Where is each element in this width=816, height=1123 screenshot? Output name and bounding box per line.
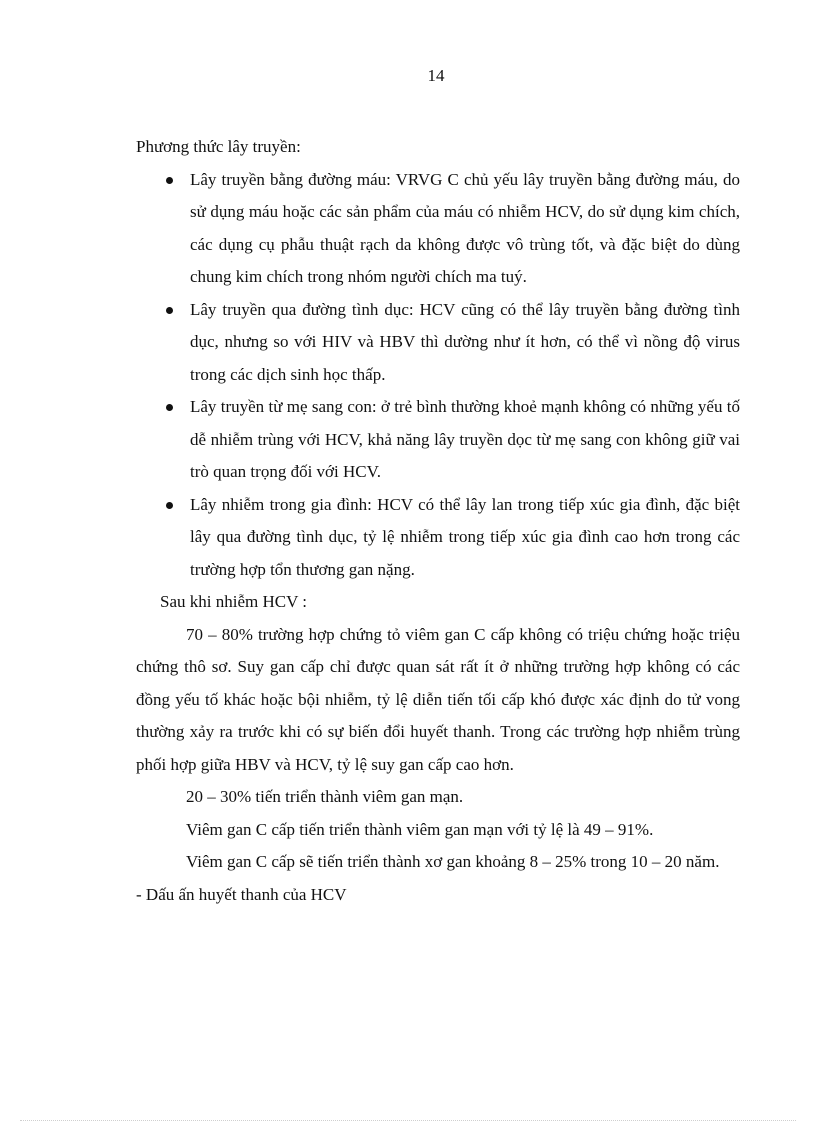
- list-item-text: Lây truyền từ mẹ sang con: ở trẻ bình thường khoẻ mạnh không có những yếu tố dễ nhiễm trùng với HCV, khả năng lây truyền dọc từ mẹ sang con không giữ vai trò quan trọng đối với HCV.: [190, 397, 740, 481]
- list-item-text: Lây truyền bằng đường máu: VRVG C chủ yếu lây truyền bằng đường máu, do sử dụng máu hoặc các sản phẩm của máu có nhiễm HCV, do sử dụng kim chích, các dụng cụ phẫu thuật rạch da không được vô trùng tốt, và đặc biệt do dùng chung kim chích trong nhóm người chích ma tuý.: [190, 169, 740, 286]
- list-item: [136, 489, 740, 587]
- bullet-icon: [166, 177, 173, 184]
- document-body: [136, 131, 740, 911]
- bullet-icon: [166, 502, 173, 509]
- list-item: [136, 294, 740, 392]
- bullet-icon: [166, 307, 173, 314]
- paragraph: Viêm gan C cấp sẽ tiến triển thành xơ gan khoảng 8 – 25% trong 10 – 20 năm.: [186, 852, 720, 871]
- bullet-icon: [166, 404, 173, 411]
- paragraph: 70 – 80% trường hợp chứng tỏ viêm gan C cấp không có triệu chứng hoặc triệu chứng thô sơ. Suy gan cấp chỉ được quan sát rất ít ở những trường hợp không có các đồng yếu tố khác hoặc bội nhiễm, tỷ lệ diễn tiến tối cấp khó được xác định do tử vong thường xảy ra trước khi có sự biến đổi huyết thanh. Trong các trường hợp nhiễm trùng phối hợp giữa HBV và HCV, tỷ lệ suy gan cấp cao hơn.: [136, 624, 740, 774]
- page-number: 14: [427, 66, 445, 85]
- list-item-text: Lây nhiễm trong gia đình: HCV có thể lây lan trong tiếp xúc gia đình, đặc biệt lây qua đường tình dục, tỷ lệ nhiễm trong tiếp xúc gia đình cao hơn trong các trường hợp tổn thương gan nặng.: [190, 494, 740, 579]
- paragraph: 20 – 30% tiến triển thành viêm gan mạn.: [186, 787, 464, 806]
- paragraph: Viêm gan C cấp tiến triển thành viêm gan mạn với tỷ lệ là 49 – 91%.: [186, 819, 654, 839]
- list-item: [136, 164, 740, 294]
- list-item-text: Lây truyền qua đường tình dục: HCV cũng có thể lây truyền bằng đường tình dục, nhưng so với HIV và HBV thì dường như ít hơn, có thể vì nồng độ virus trong các dịch sinh học thấp.: [190, 299, 740, 384]
- after-infection-heading: Sau khi nhiễm HCV :: [160, 592, 308, 611]
- list-item: [136, 391, 740, 489]
- serology-heading: - Dấu ấn huyết thanh của HCV: [136, 884, 347, 904]
- transmission-heading: Phương thức lây truyền:: [136, 137, 301, 156]
- transmission-list: [136, 164, 740, 587]
- footer-divider: [20, 1120, 796, 1121]
